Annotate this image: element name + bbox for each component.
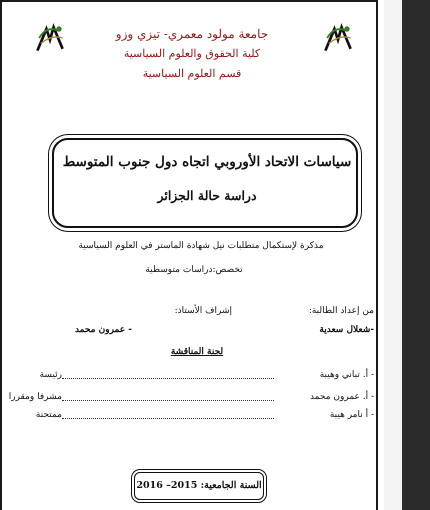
university-logo-left xyxy=(32,20,68,56)
academic-year-box xyxy=(134,472,264,500)
dotted-leader xyxy=(62,418,274,419)
committee-member-name: - أ. تباني وهيبة xyxy=(319,370,374,380)
dotted-leader xyxy=(62,378,274,379)
committee-member-role: رئيسة xyxy=(39,370,62,380)
side-panel xyxy=(402,0,430,510)
student-name: -شعلال سعدية xyxy=(319,325,374,335)
university-logo-right xyxy=(320,20,356,56)
thesis-subtitle: دراسة حالة الجزائر xyxy=(157,188,257,203)
supervisor-name: - عمرون محمد xyxy=(74,325,132,335)
scrollbar-track[interactable] xyxy=(384,0,402,510)
dotted-leader xyxy=(62,400,274,401)
department-name: قسم العلوم السياسية xyxy=(142,67,242,80)
university-name: جامعة مولود معمري- تيزي وزو xyxy=(115,27,269,41)
committee-member-name: - أ. عمرون محمد xyxy=(309,392,374,402)
faculty-name: كلية الحقوق والعلوم السياسية xyxy=(123,47,261,60)
supervisor-label: إشراف الأستاذ: xyxy=(174,306,232,316)
committee-heading: لجنة المناقشة xyxy=(170,347,224,357)
student-label: من إعداد الطالبة: xyxy=(308,306,374,316)
title-box xyxy=(52,138,358,228)
thesis-title: سياسات الاتحاد الأوروبي اتجاه دول جنوب المتوسط xyxy=(62,154,352,170)
committee-member-name: - أ نامر هيبة xyxy=(329,410,374,420)
specialty: تخصص:دراسات متوسطية xyxy=(145,265,243,275)
academic-year: السنة الجامعية: 2015– 2016 xyxy=(136,480,262,491)
committee-member-role: ممتحنة xyxy=(35,410,62,420)
memo-statement: مذكرة لإستكمال متطلبات نيل شهادة الماستر في العلوم السياسية xyxy=(78,241,324,251)
committee-member-role: مشرفا ومقررا xyxy=(8,392,62,402)
